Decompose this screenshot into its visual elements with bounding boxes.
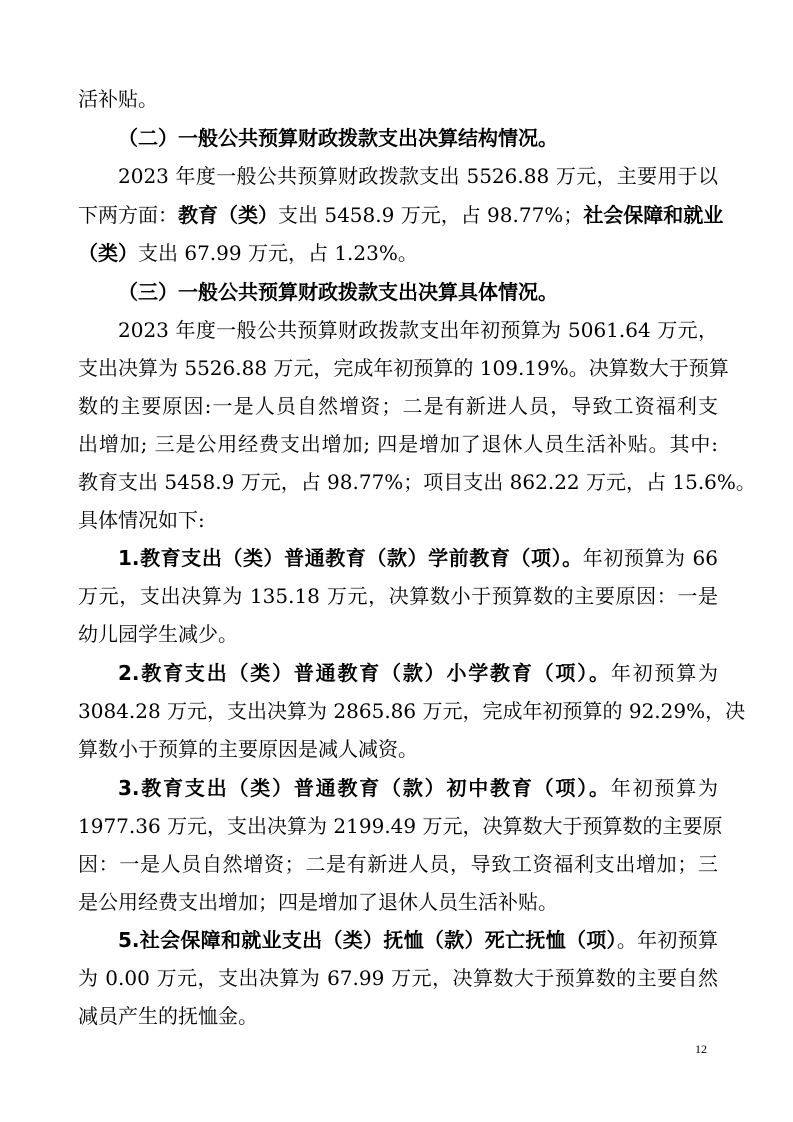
text-run: 数的主要原因:一是人员自然增资；二是有新进人员，导致工资福利支: [78, 394, 718, 418]
text-line: [78, 507, 718, 533]
text-line: [118, 163, 718, 189]
text-line: [78, 355, 729, 381]
text-run: 年初预算为: [610, 661, 719, 685]
text-run: 年初预算为: [610, 776, 719, 800]
text-line: [78, 583, 718, 609]
bold-text-run: 2.教育支出（类）普通教育（款）小学教育（项）。: [118, 661, 611, 685]
page-number: 12: [695, 1042, 707, 1056]
bold-text-run: （类）: [78, 241, 138, 265]
bold-text-run: 5.社会保障和就业支出（类）抚恤（款）死亡抚恤（项）: [118, 928, 617, 952]
text-run: 支出 67.99 万元，占 1.23%。: [138, 241, 418, 265]
bold-text-run: 社会保障和就业: [583, 203, 724, 227]
text-run: 减员产生的抚恤金。: [78, 1004, 258, 1028]
text-run: 支出决算为 5526.88 万元，完成年初预算的 109.19%。决算数大于预算: [78, 356, 729, 380]
section-heading: [118, 279, 718, 305]
text-run: 2023 年度一般公共预算财政拨款支出 5526.88 万元，主要用于以: [118, 164, 718, 188]
text-run: 1977.36 万元，支出决算为 2199.49 万元，决算数大于预算数的主要原: [78, 814, 723, 838]
text-run: 为 0.00 万元，支出决算为 67.99 万元，决算数大于预算数的主要自然: [78, 966, 718, 990]
text-run: 支出 5458.9 万元，占 98.77%；: [278, 203, 584, 227]
item-heading: [118, 660, 718, 686]
text-run: 下两方面：: [78, 203, 178, 227]
text-line: [78, 1003, 718, 1029]
text-line: [78, 431, 718, 457]
text-line: [78, 469, 756, 495]
text-line: [78, 736, 718, 762]
text-line: [78, 965, 718, 991]
bold-text-run: （二）一般公共预算财政拨款支出决算结构情况。: [118, 126, 558, 150]
item-heading: [118, 545, 718, 571]
bold-text-run: 3.教育支出（类）普通教育（款）初中教育（项）。: [118, 776, 611, 800]
text-line: [78, 202, 724, 228]
text-run: 年初预算为 66: [582, 546, 719, 570]
text-run: 出增加; 三是公用经费支出增加; 四是增加了退休人员生活补贴。其中:: [78, 432, 718, 456]
text-line: [78, 889, 718, 915]
text-run: 万元，支出决算为 135.18 万元，决算数小于预算数的主要原因：一是: [78, 584, 718, 608]
text-run: 算数小于预算的主要原因是减人减资。: [78, 737, 418, 761]
text-run: 幼儿园学生减少。: [78, 622, 238, 646]
bold-text-run: 教育（类）: [178, 203, 278, 227]
text-run: 因：一是人员自然增资；二是有新进人员，导致工资福利支出增加；三: [78, 852, 718, 876]
text-run: 教育支出 5458.9 万元，占 98.77%；项目支出 862.22 万元，占 15.6%。: [78, 470, 756, 494]
text-line: [78, 851, 718, 877]
text-line: [78, 86, 718, 112]
text-line: [78, 393, 718, 419]
text-run: 具体情况如下:: [78, 508, 205, 532]
text-line: [78, 813, 723, 839]
text-line: [78, 240, 718, 266]
text-line: [78, 698, 746, 724]
item-heading: [118, 927, 718, 953]
text-line: [78, 621, 718, 647]
item-heading: [118, 775, 718, 801]
section-heading: [118, 125, 718, 151]
bold-text-run: （三）一般公共预算财政拨款支出决算具体情况。: [118, 280, 558, 304]
text-run: 2023 年度一般公共预算财政拨款支出年初预算为 5061.64 万元，: [118, 318, 718, 342]
bold-text-run: 1.教育支出（类）普通教育（款）学前教育（项）。: [118, 546, 583, 570]
text-line: [118, 317, 718, 343]
text-run: 活补贴。: [78, 87, 158, 111]
text-run: 3084.28 万元，支出决算为 2865.86 万元，完成年初预算的 92.29%，决: [78, 699, 746, 723]
text-run: 是公用经费支出增加；四是增加了退休人员生活补贴。: [78, 890, 558, 914]
text-run: 。年初预算: [616, 928, 718, 952]
